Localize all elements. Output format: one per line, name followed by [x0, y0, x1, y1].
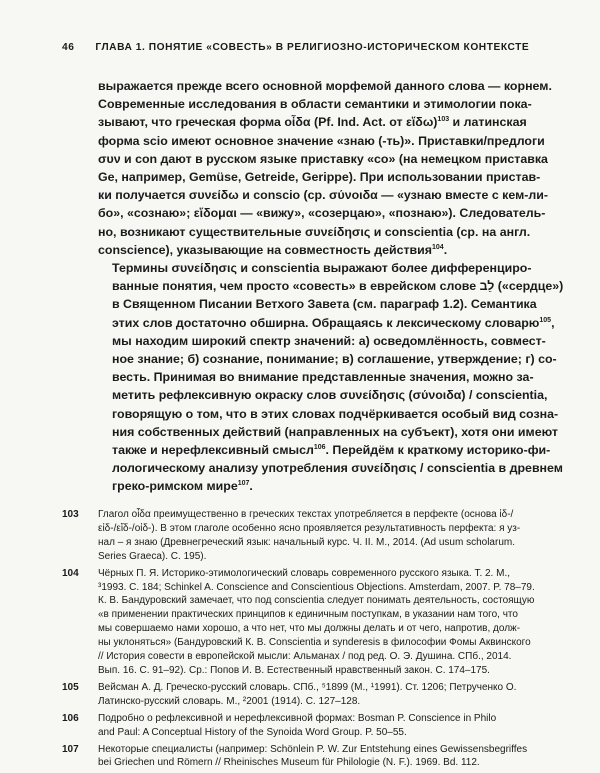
chapter-title: ГЛАВА 1. ПОНЯТИЕ «СОВЕСТЬ» В РЕЛИГИОЗНО-ИСТОРИЧЕСКОМ КОНТЕКСТЕ — [95, 42, 530, 53]
footnote-107 — [62, 743, 528, 771]
text-line: говорящую о том, что в этих словах подчёркивается особый вид созна- — [112, 406, 559, 421]
footnote-number: 107 — [62, 743, 79, 755]
footnote-number: 103 — [62, 509, 79, 520]
running-head — [62, 42, 562, 53]
text-line: бо», «сознаю»; εἴδομαι — «вижу», «созерцаю», «познаю»). Следователь- — [98, 206, 546, 221]
footnote-text: Некоторые специалисты (например: Schönlein P. W. Zur Entstehung eines Gewissensbegriffes bei Griechen und Römern // Rheinisches Museum für Philologie (N. F.). 1969. Bd. 112. — [98, 743, 528, 769]
footnote-103 — [62, 508, 524, 564]
footnote-ref[interactable]: 104 — [432, 243, 444, 251]
text-line: ванные понятия, чем просто «совесть» в еврейском слове לֵב («сердце») — [112, 279, 564, 294]
text-line: также и нерефлексивный смысл$^{106}$. Перейдём к краткому историко-фи- — [112, 443, 551, 458]
footnotes — [62, 508, 535, 773]
footnote-number: 105 — [62, 681, 79, 693]
footnote-text: Чёрных П. Я. Историко-этимологический словарь современного русского языка. Т. 2. М., ³1993. С. 184; Schinkel A. Conscience and Conscientious Objections. Amsterdam, 2007. P. 78–79. К. В. Бандуровский замечает, что под conscientia следует понимать деятельность, состоящую «в применении практических принципов к единичным поступкам, в указании нам того, что мы совершаемо нами хорошо, а что нет, что мы должны делать и от чего, напротив, долж- ны уклоняться» (Бандуровский К. В. Conscientia и synderesis в философии Фомы Аквинского // История совести в европейской мысли: Альманах / под ред. О. Э. Душина. СПб., 2014. Вып. 16. С. 91–92). Ср.: Попов И. В. Естественный нравственный закон. С. 174–175. — [98, 567, 535, 676]
footnote-106 — [62, 712, 524, 740]
text-line: лологическому анализу употребления συνείδησις / conscientia в древнем — [112, 461, 563, 476]
main-text — [98, 77, 564, 496]
text-line: ное знание; б) сознание, понимание; в) соглашение, утверждение; г) со- — [112, 352, 557, 367]
text-line: выражается прежде всего основной морфемой данного слова — корнем. — [98, 79, 552, 93]
text-line: форма scio имеют основное значение «знаю (-ть)». Приставки/предлоги — [98, 133, 545, 148]
footnote-104 — [62, 567, 535, 678]
text-line: Современные исследования в области семантики и этимологии пока- — [98, 97, 532, 112]
text-line: ния собственных действий (направленных на субъект), хотя они имеют — [112, 424, 558, 439]
footnote-105 — [62, 681, 524, 709]
footnote-ref[interactable]: 106 — [313, 443, 326, 451]
paragraph-2 — [98, 259, 564, 496]
text-line: зывают, что греческая форма οἶδα (Pf. Ind. Act. от εἴδω)$^{103}$ и латинская — [98, 115, 527, 130]
text-line: Ge, например, Gemüse, Getreide, Gerippe). При использовании пристав- — [98, 170, 541, 185]
text-line: этих слов достаточно обширна. Обращаясь к лексическому словарю$^{105}$, — [112, 315, 555, 330]
footnote-ref[interactable]: 103 — [437, 116, 450, 124]
text-line: conscience), указывающие на совместность действия$^{104}$. — [98, 242, 448, 257]
text-line: συν и con дают в русском языке приставку «со» (на немецком приставка — [98, 151, 548, 166]
footnote-number: 106 — [62, 712, 79, 724]
text-line: но, возникают существительные συνείδησις и conscientia (ср. на англ. — [98, 224, 531, 239]
text-line: метить рефлексивную окраску слов συνείδησις (σύνοιδα) / conscientia, — [112, 388, 548, 403]
text-line: весть. Принимая во внимание представленные значения, можно за- — [112, 370, 534, 385]
footnote-ref[interactable]: 105 — [539, 316, 552, 324]
paragraph-1 — [98, 77, 552, 259]
footnote-text: Глагол οἶδα преимущественно в греческих текстах употребляется в перфекте (основа ἰδ-/ εἰδ-/εἴδ-/οἰδ-). В этом глаголе особенно ясно проявляется результативность перфекта: я уз- нал – я знаю (Древнегреческий язык: начальный курс. Ч. II. М., 2014. (Ad usum scholarum. Series Graeca). С. 195). — [98, 509, 521, 562]
footnote-number: 104 — [62, 567, 79, 579]
text-line: греко-римском мире$^{107}$. — [112, 479, 253, 494]
page-number: 46 — [62, 42, 75, 53]
text-line: мы находим широкий спектр значений: а) осведомлённость, совмест- — [112, 333, 546, 348]
footnote-text: Вейсман А. Д. Греческо-русский словарь. СПб., ⁵1899 (М., ¹1991). Ст. 1206; Петрученко О. Латинско-русский словарь. М., ²2001 (1914). С. 127–128. — [98, 681, 517, 707]
text-line: в Священном Писании Ветхого Завета (см. параграф 1.2). Семантика — [112, 297, 537, 312]
footnote-ref[interactable]: 107 — [237, 480, 250, 488]
text-line: ки получается συνείδω и conscio (ср. σύνοιδα — «узнаю вместе с кем-ли- — [98, 188, 548, 203]
footnote-text: Подробно о рефлексивной и нерефлексивной формах: Bosman P. Conscience in Philo and Paul: A Conceptual History of the Synoida Word Group. P. 50–55. — [98, 712, 497, 738]
text-line: Термины συνείδησις и conscientia выражают более дифференциро- — [112, 261, 532, 276]
